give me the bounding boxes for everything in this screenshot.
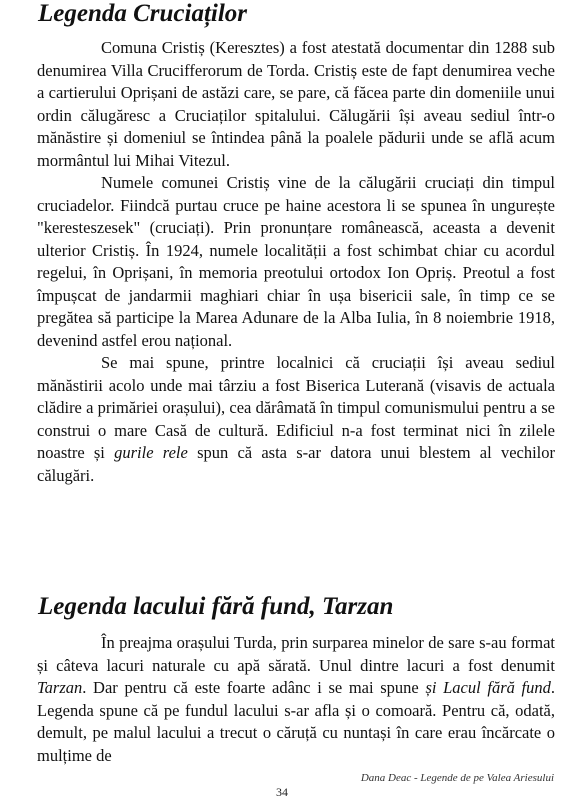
paragraph [37, 172, 555, 352]
section-body-cruciati [37, 37, 555, 487]
text-segment: spun că asta s-ar datora unui blestem al vechilor călugări. [37, 443, 556, 485]
footer-credit: Dana Deac - Legende de pe Valea Ariesului [360, 772, 554, 784]
text-segment: În preajma orașului Turda, prin surparea minelor de sare s-au format și câteva lacuri naturale cu apă sărată. Unul dintre lacuri a fost denumit [37, 633, 555, 675]
section-title-lacul-tarzan: Legenda lacului fără fund, Tarzan [38, 593, 394, 620]
text-segment: Numele comunei Cristiș vine de la călugării cruciați din timpul cruciadelor. Fiindcă purtau cruce pe haine acestora li se spunea în ungurește "keresteszesek" (cruciați). Prin pronunțare românească, aceasta a devenit ulterior Cristiș. În 1924, numele localității a fost schimbat chiar cu acordul regelui, în Oprișani, în memoria preotului ortodox Ion Opriș. Preotul a fost împușcat de jandarmii maghiari chiar în ușa bisericii sale, în timp ce se pregătea să participe la Marea Adunare de la Alba Iulia, în 8 noiembrie 1918, devenind astfel erou național. [37, 173, 555, 350]
italic-text: Tarzan [37, 678, 83, 697]
italic-text: gurile rele [114, 443, 188, 462]
italic-text: și Lacul fără fund [425, 678, 551, 697]
section-body-lacul-tarzan [37, 632, 555, 767]
paragraph [37, 352, 555, 487]
text-segment: Se mai spune, printre localnici că cruciații își aveau sediul mănăstirii acolo unde mai târziu a fost Biserica Luterană (visavis de actuala clădire a primăriei orașului), cea dărâmată în timpul comunismului pentru a se construi o mare Casă de cultură. Edificiul n-a fost terminat nici în zilele noastre și [37, 353, 555, 462]
paragraph [37, 37, 555, 172]
text-segment: . Legenda spune că pe fundul lacului s-ar afla și o comoară. Pentru că, odată, demult, pe malul lacului a trecut o căruță cu nuntași în care erau încărcate o mulțime de [37, 678, 555, 765]
text-segment: . Dar pentru că este foarte adânc i se mai spune [82, 678, 426, 697]
paragraph [37, 632, 555, 767]
section-title-cruciati: Legenda Cruciaților [38, 0, 248, 27]
page-number: 34 [276, 785, 288, 799]
text-segment: Comuna Cristiș (Keresztes) a fost atestată documentar din 1288 sub denumirea Villa Crucifferorum de Torda. Cristiș este de fapt denumirea veche a cartierului Oprișani de astăzi care, se pare, că făcea parte din domeniile unui ordin călugăresc a Cruciaților spitalului. Călugării își aveau sediul într-o mănăstire și domeniul se întindea până la poalele pădurii unde se află acum mormântul lui Mihai Vitezul. [37, 38, 555, 170]
